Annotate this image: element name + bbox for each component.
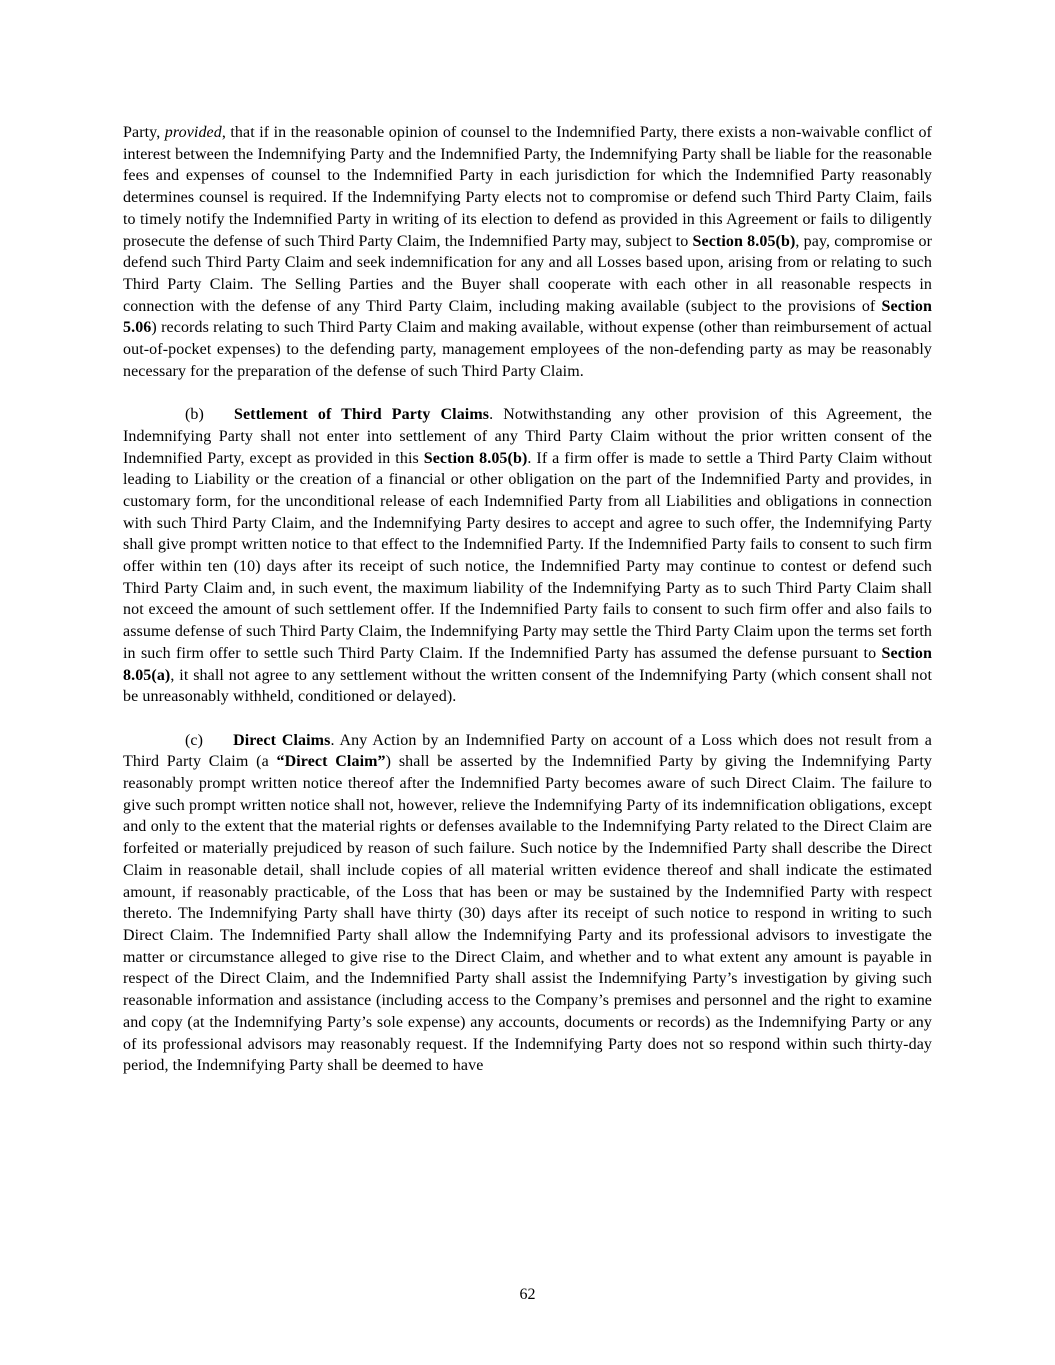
text-segment: Section 5.06 — [123, 297, 932, 337]
text-segment: , that if in the reasonable opinion of counsel to the Indemnified Party, there exists a non-waivable conflict of interest between the Indemnifying Party and the Indemnified Party, the Indemnifying Party shall be liable for the reasonable fees and expenses of counsel to the Indemnified Party in each jurisdiction for which the Indemnified Party reasonably determines counsel is required. If the Indemnifying Party elects not to compromise or defend such Third Party Claim, fails to timely notify the Indemnified Party in writing of its election to defend as provided in this Agreement or fails to diligently prosecute the defense of such Third Party Claim, the Indemnified Party may, subject to — [123, 124, 932, 250]
paragraph-settlement-of-third-party-claims — [123, 404, 932, 708]
text-segment: . Notwithstanding any other provision of this Agreement, the Indemnifying Party shall not enter into settlement of any Third Party Claim without the prior written consent of the Indemnified Party, except as provided in this — [123, 406, 932, 467]
text-segment: . If a firm offer is made to settle a Third Party Claim without leading to Liability or the creation of a financial or other obligation on the part of the Indemnified Party and provides, in customary form, for the unconditional release of each Indemnified Party from all Liabilities and obligations in connection with such Third Party Claim, and the Indemnifying Party desires to accept and agree to such offer, the Indemnifying Party shall give prompt written notice to that effect to the Indemnified Party. If the Indemnified Party fails to consent to such firm offer within ten (10) days after its receipt of such notice, the Indemnified Party may continue to contest or defend such Third Party Claim and, in such event, the maximum liability of the Indemnifying Party as to such Third Party Claim shall not exceed the amount of such settlement offer. If the Indemnified Party fails to consent to such firm offer and also fails to assume defense of such Third Party Claim, the Indemnifying Party may settle the Third Party Claim upon the terms set forth in such firm offer to settle such Third Party Claim. If the Indemnified Party has assumed the defense pursuant to — [123, 449, 932, 662]
text-segment: , pay, compromise or defend such Third Party Claim and seek indemnification for any and all Losses based upon, arising from or relating to such Third Party Claim. The Selling Parties and the Buyer shall cooperate with each other in all reasonable respects in connection with the defense of any Third Party Claim, including making available (subject to the provisions of — [123, 232, 933, 315]
text-segment: (b) — [185, 406, 204, 424]
text-segment: Section 8.05(b) — [423, 449, 528, 467]
text-segment: . Any Action by an Indemnified Party on account of a Loss which does not result from a Third Party Claim (a — [123, 731, 932, 771]
text-segment: Section 8.05(a) — [123, 644, 932, 684]
text-segment: Party, — [123, 124, 165, 141]
text-segment: Section 8.05(b) — [692, 232, 796, 250]
text-segment: , it shall not agree to any settlement without the written consent of the Indemnifying Party (which consent shall not be unreasonably withheld, conditioned or delayed). — [123, 666, 932, 706]
paragraph-counsel-continuation — [123, 122, 932, 382]
text-segment: Settlement of Third Party Claims — [233, 406, 490, 424]
text-segment: provided — [164, 124, 222, 141]
text-segment: “Direct Claim” — [276, 753, 386, 771]
page-number: 62 — [519, 1286, 536, 1303]
text-segment: ) shall be asserted by the Indemnified Party by giving the Indemnifying Party reasonably prompt written notice thereof after the Indemnified Party becomes aware of such Direct Claim. The failure to give such prompt written notice shall not, however, relieve the Indemnifying Party of its indemnification obligations, except and only to the extent that the material rights or defenses available to the Indemnifying Party related to the Direct Claim are forfeited or materially prejudiced by reason of such failure. Such notice by the Indemnified Party shall describe the Direct Claim in reasonable detail, shall include copies of all material written evidence thereof and shall indicate the estimated amount, if reasonably practicable, of the Loss that has been or may be sustained by the Indemnified Party with respect thereto. The Indemnifying Party shall have thirty (30) days after its receipt of such notice to respond in writing to such Direct Claim. The Indemnified Party shall allow the Indemnifying Party and its professional advisors to investigate the matter or circumstance alleged to give rise to the Direct Claim, and whether and to what extent any amount is payable in respect of the Direct Claim, and the Indemnified Party shall assist the Indemnifying Party’s investigation by giving such reasonable information and assistance (including access to the Company’s premises and personnel and the right to examine and copy (at the Indemnifying Party’s sole expense) any accounts, documents or records) as the Indemnifying Party or any of its professional advisors may reasonably request. If the Indemnifying Party does not so respond within such thirty-day period, the Indemnifying Party shall be deemed to have — [123, 753, 932, 1075]
text-segment: ) records relating to such Third Party Claim and making available, without expense (other than reimbursement of actual out-of-pocket expenses) to the defending party, management employees of the non-defending party as may be reasonably necessary for the preparation of the defense of such Third Party Claim. — [123, 319, 932, 380]
document-text — [123, 122, 932, 1099]
text-segment: (c) — [185, 731, 204, 749]
text-segment: Direct Claims — [233, 731, 331, 749]
paragraph-direct-claims — [123, 730, 932, 1077]
